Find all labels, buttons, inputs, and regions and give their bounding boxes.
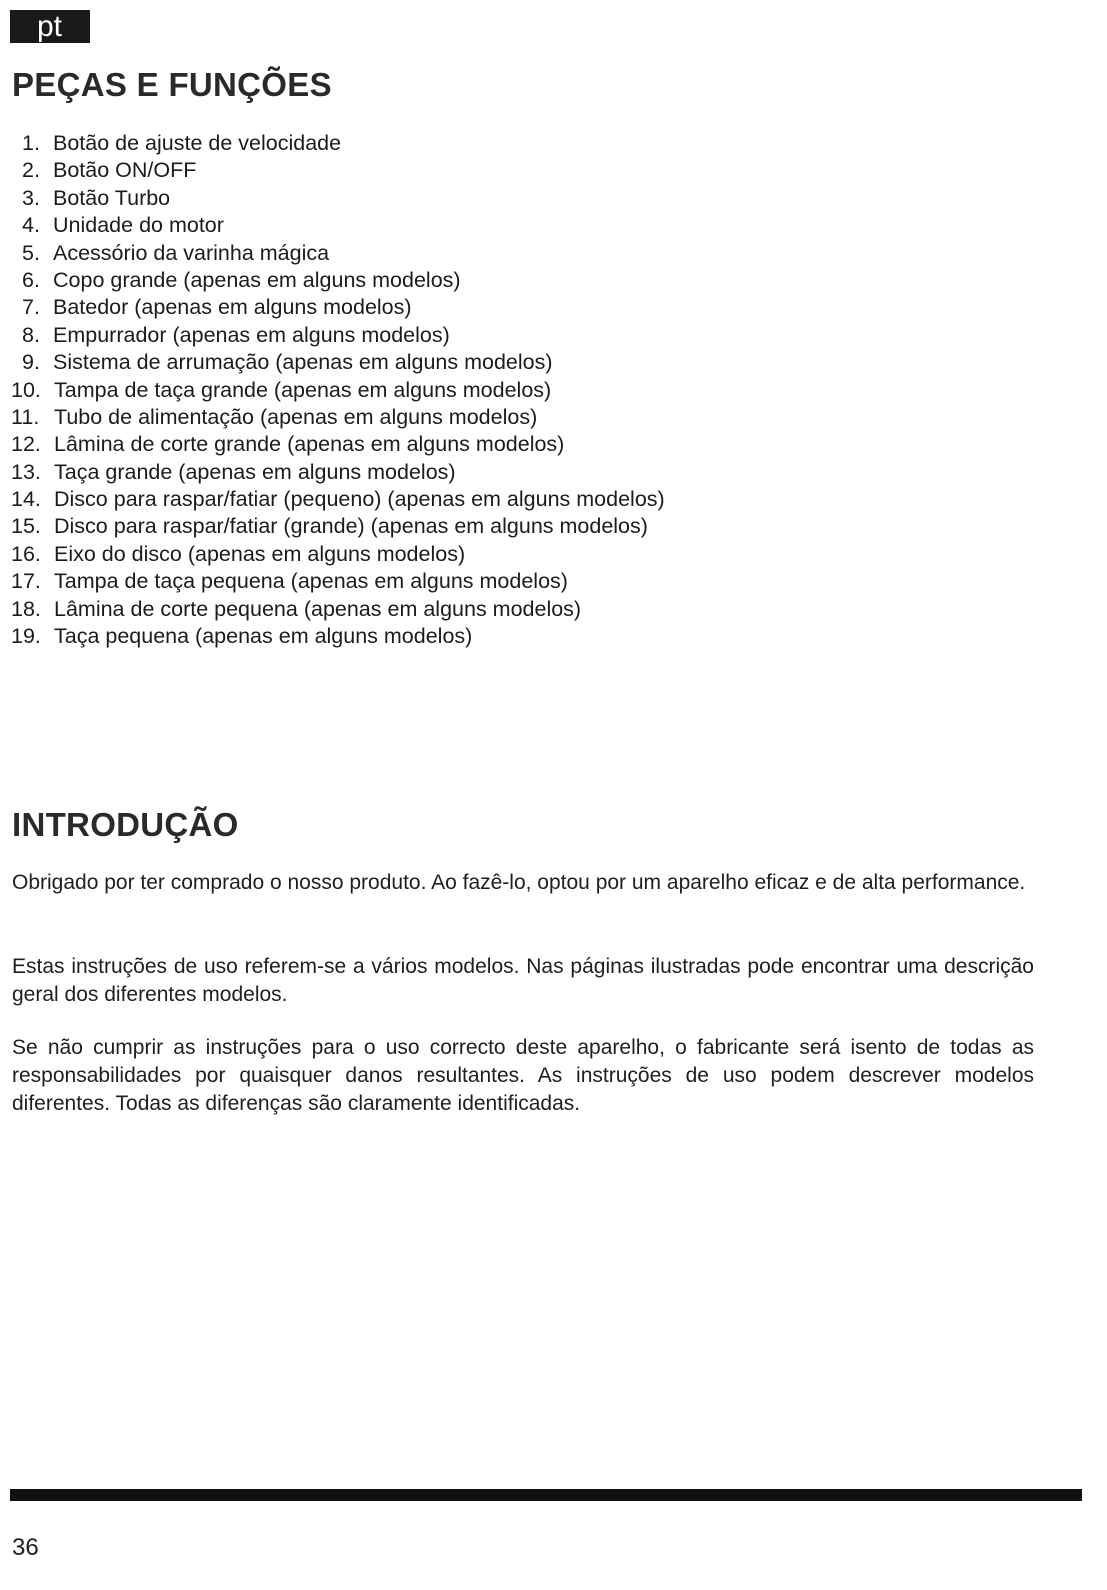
list-item <box>0 486 665 513</box>
parts-section-title: PEÇAS E FUNÇÕES <box>12 66 332 103</box>
item-number: 17. <box>11 569 41 594</box>
item-number: 4. <box>22 213 40 238</box>
page-number: 36 <box>12 1534 39 1561</box>
item-number: 7. <box>22 295 40 320</box>
list-item <box>0 294 665 321</box>
item-number: 3. <box>22 185 40 210</box>
item-number: 18. <box>11 596 41 621</box>
item-number: 11. <box>11 404 40 429</box>
item-label: Disco para raspar/fatiar (grande) (apenas em alguns modelos) <box>54 514 648 539</box>
item-label: Eixo do disco (apenas em alguns modelos) <box>54 541 466 566</box>
intro-section-title: INTRODUÇÃO <box>12 806 239 843</box>
item-number: 9. <box>22 350 40 375</box>
list-item <box>0 349 665 376</box>
list-item <box>0 185 665 212</box>
item-number: 2. <box>22 158 40 183</box>
list-item <box>0 322 665 349</box>
item-number: 6. <box>22 267 40 292</box>
item-number: 8. <box>22 322 40 347</box>
list-item <box>0 157 665 184</box>
list-item <box>0 212 665 239</box>
parts-list <box>0 130 665 650</box>
item-number: 1. <box>22 131 40 155</box>
intro-paragraph-thanks: Obrigado por ter comprado o nosso produto. Ao fazê-lo, optou por um aparelho eficaz e de alta performance. <box>12 871 1026 894</box>
item-label: Tampa de taça grande (apenas em alguns modelos) <box>54 377 552 402</box>
list-item <box>0 568 665 595</box>
list-item <box>0 513 665 540</box>
list-item <box>0 377 665 404</box>
item-number: 15. <box>11 514 41 539</box>
item-label: Lâmina de corte pequena (apenas em alguns modelos) <box>54 596 582 621</box>
list-item <box>0 267 665 294</box>
item-label: Taça grande (apenas em alguns modelos) <box>54 459 456 484</box>
item-number: 13. <box>11 459 41 484</box>
item-label: Batedor (apenas em alguns modelos) <box>53 295 412 320</box>
item-number: 14. <box>11 487 41 512</box>
item-label: Disco para raspar/fatiar (pequeno) (apenas em alguns modelos) <box>54 487 665 512</box>
item-number: 19. <box>11 624 41 649</box>
language-tag: pt <box>10 10 90 43</box>
item-label: Empurrador (apenas em alguns modelos) <box>53 322 450 347</box>
item-number: 5. <box>22 240 40 265</box>
item-label: Unidade do motor <box>53 213 224 238</box>
item-number: 10. <box>11 377 41 402</box>
item-label: Copo grande (apenas em alguns modelos) <box>53 267 461 292</box>
item-label: Tampa de taça pequena (apenas em alguns modelos) <box>54 569 568 594</box>
item-label: Acessório da varinha mágica <box>53 240 330 265</box>
footer-divider <box>10 1489 1082 1501</box>
list-item <box>0 596 665 623</box>
list-item <box>0 240 665 267</box>
list-item <box>0 431 665 458</box>
list-item <box>0 404 665 431</box>
list-item <box>0 541 665 568</box>
item-label: Botão Turbo <box>53 185 171 210</box>
item-label: Sistema de arrumação (apenas em alguns modelos) <box>53 350 553 375</box>
item-label: Botão ON/OFF <box>53 158 197 183</box>
intro-paragraph-liability: Se não cumprir as instruções para o uso correcto deste aparelho, o fabricante será isento de todas as responsabilidades por quaisquer danos resultantes. As instruções de uso podem descrever modelos diferentes. Todas as diferenças são claramente identificadas. <box>12 1036 1034 1115</box>
item-label: Botão de ajuste de velocidade <box>53 131 342 155</box>
item-number: 16. <box>11 541 41 566</box>
item-label: Tubo de alimentação (apenas em alguns modelos) <box>54 404 538 429</box>
item-label: Taça pequena (apenas em alguns modelos) <box>54 624 473 649</box>
intro-paragraph-models: Estas instruções de uso referem-se a vários modelos. Nas páginas ilustradas pode encontrar uma descrição geral dos diferentes modelos. <box>12 955 1034 1006</box>
list-item <box>0 130 665 157</box>
item-label: Lâmina de corte grande (apenas em alguns modelos) <box>54 432 565 457</box>
list-item <box>0 623 665 650</box>
list-item <box>0 459 665 486</box>
item-number: 12. <box>11 432 41 457</box>
